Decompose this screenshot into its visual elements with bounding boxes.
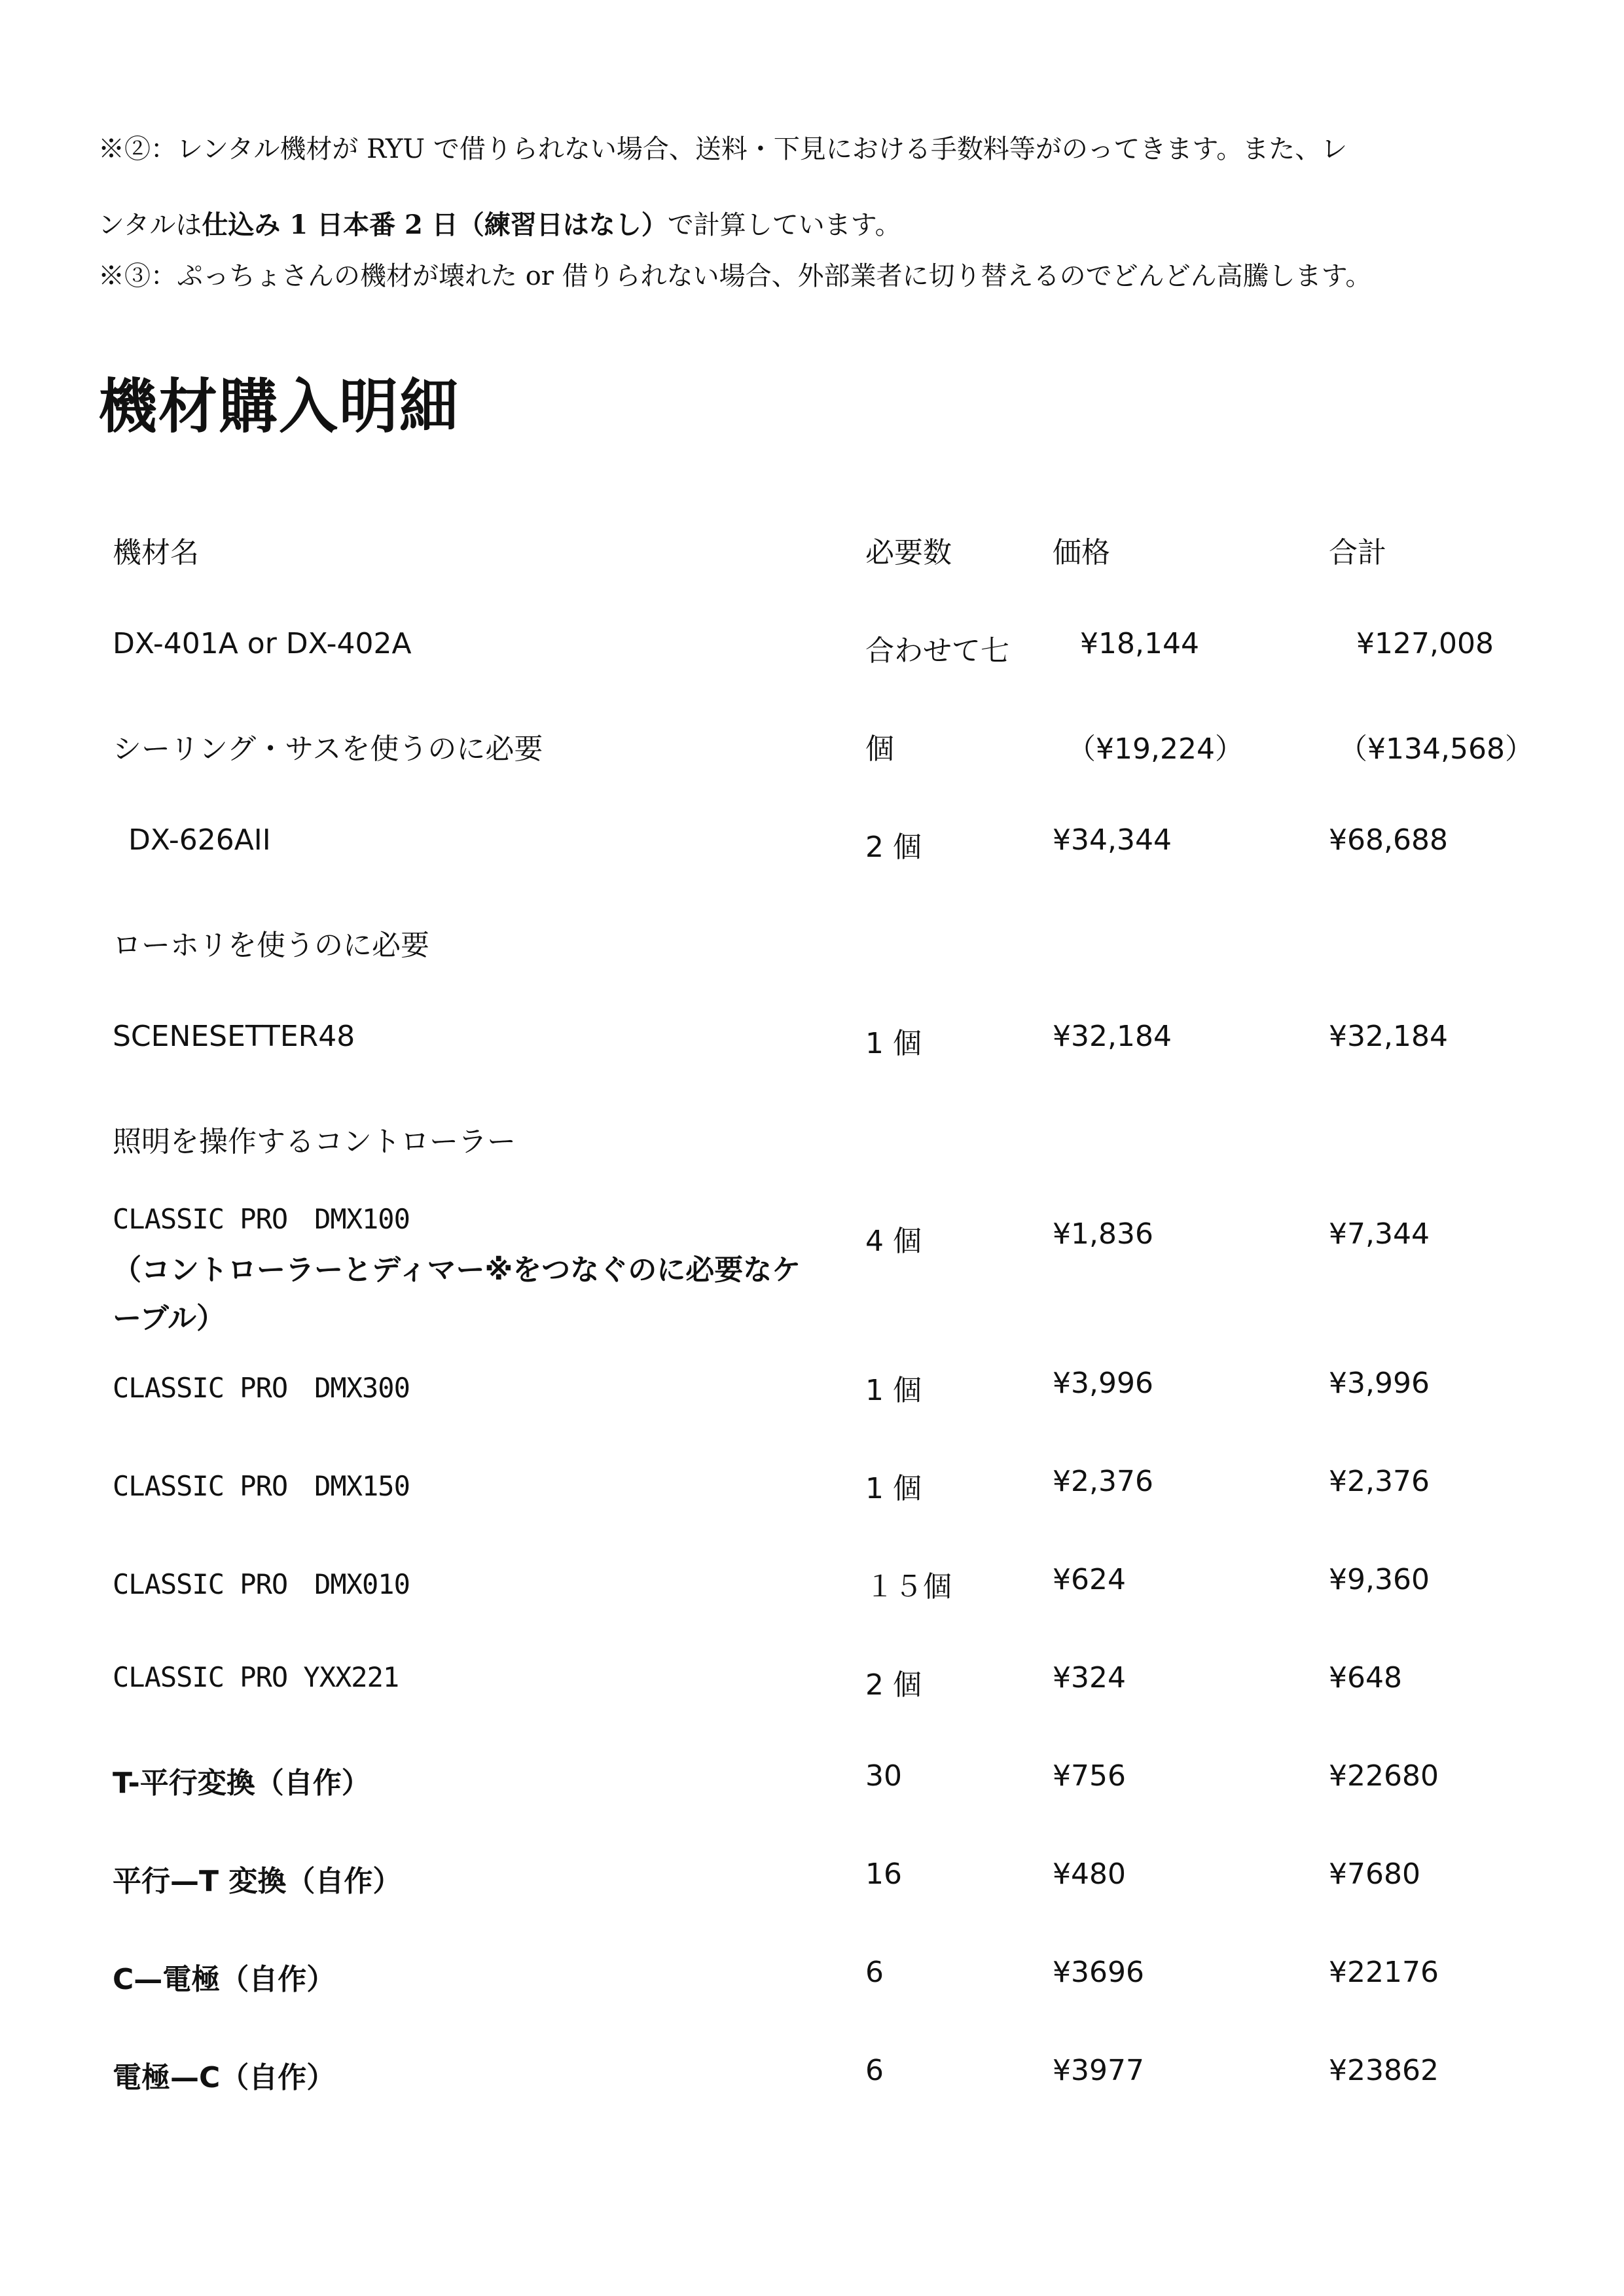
row-price: ¥324 [1053, 1661, 1126, 1695]
row-qty: 16 [865, 1857, 902, 1891]
row-total: ¥68,688 [1329, 823, 1448, 857]
row-name: DX-626AII [128, 823, 271, 857]
row-qty: 1 個 [865, 1374, 922, 1407]
row-price: ¥480 [1053, 1857, 1126, 1891]
page-title: 機材購入明細 [98, 372, 460, 441]
row-qty: 2 個 [865, 831, 922, 864]
note-rental-schedule: 仕込み 1 日本番 2 日（練習日はなし） [202, 209, 668, 240]
row-total: ¥9,360 [1329, 1563, 1430, 1596]
row-name: 照明を操作するコントローラー [113, 1125, 516, 1158]
note-rental-line1: ※②：レンタル機材が RYU で借りられない場合、送料・下見における手数料等がのってきます。また、レ [98, 134, 1348, 164]
row-name: C—電極（自作） [113, 1963, 336, 1996]
row-name: T-平行変換（自作） [113, 1767, 370, 1800]
row-price: ¥756 [1053, 1759, 1126, 1793]
row-qty: 合わせて七 [865, 634, 1009, 668]
header-price: 価格 [1053, 536, 1110, 569]
row-total: ¥648 [1329, 1661, 1402, 1695]
row-price: ¥18,144 [1080, 627, 1199, 660]
row-price: ¥34,344 [1053, 823, 1172, 857]
row-qty: 4 個 [865, 1225, 922, 1258]
row-name-desc: ーブル） [113, 1302, 226, 1335]
row-price: ¥1,836 [1053, 1217, 1153, 1251]
note-rental-line2-a: ンタルは [98, 210, 202, 240]
row-qty: 2 個 [865, 1668, 922, 1702]
row-qty: 1 個 [865, 1472, 922, 1505]
row-qty: 30 [865, 1759, 902, 1793]
row-price: ¥2,376 [1053, 1465, 1153, 1498]
note-rental-line2-c: で計算しています。 [667, 210, 901, 240]
row-price: ¥3977 [1053, 2054, 1144, 2087]
row-price: ¥624 [1053, 1563, 1126, 1596]
row-total: ¥127,008 [1356, 627, 1494, 660]
row-total: ¥2,376 [1329, 1465, 1430, 1498]
row-qty: 6 [865, 1956, 884, 1989]
note-equipment-text: ※③：ぷっちょさんの機材が壊れた or 借りられない場合、外部業者に切り替えるのでどんどん高騰します。 [98, 261, 1372, 291]
row-total: ¥23862 [1329, 2054, 1439, 2087]
row-price: ¥32,184 [1053, 1020, 1172, 1053]
row-qty: 個 [865, 732, 894, 766]
row-qty: １５個 [865, 1570, 952, 1604]
header-qty: 必要数 [865, 536, 952, 569]
note-equipment [98, 255, 1371, 293]
row-price: ¥3696 [1053, 1956, 1144, 1989]
row-qty: 6 [865, 2054, 884, 2087]
row-name-desc: （コントローラーとディマー※をつなぐのに必要なケ [113, 1253, 801, 1287]
row-name: 電極—C（自作） [113, 2061, 336, 2094]
note-rental-line2 [98, 204, 901, 242]
row-total: ¥7,344 [1329, 1217, 1430, 1251]
header-total: 合計 [1329, 536, 1386, 569]
header-name: 機材名 [113, 536, 199, 569]
row-total: ¥22680 [1329, 1759, 1439, 1793]
row-total: ¥32,184 [1329, 1020, 1448, 1053]
row-name: CLASSIC PRO DMX150 [113, 1470, 410, 1502]
note-rental [98, 128, 1347, 166]
row-name: SCENESETTER48 [113, 1020, 355, 1053]
row-total: ¥7680 [1329, 1857, 1420, 1891]
row-name: DX-401A or DX-402A [113, 627, 412, 660]
row-price: （¥19,224） [1067, 732, 1244, 766]
row-name: シーリング・サスを使うのに必要 [113, 732, 543, 766]
row-total: ¥22176 [1329, 1956, 1439, 1989]
row-price: ¥3,996 [1053, 1367, 1153, 1400]
row-name: CLASSIC PRO YXX221 [113, 1661, 399, 1693]
row-total: ¥3,996 [1329, 1367, 1430, 1400]
row-qty: 1 個 [865, 1027, 922, 1060]
row-name: CLASSIC PRO DMX300 [113, 1372, 410, 1404]
row-name: 平行—T 変換（自作） [113, 1865, 402, 1898]
row-name: ローホリを使うのに必要 [113, 929, 429, 962]
row-total: （¥134,568） [1339, 732, 1534, 766]
row-name: CLASSIC PRO DMX100 [113, 1203, 410, 1235]
row-name: CLASSIC PRO DMX010 [113, 1568, 410, 1600]
